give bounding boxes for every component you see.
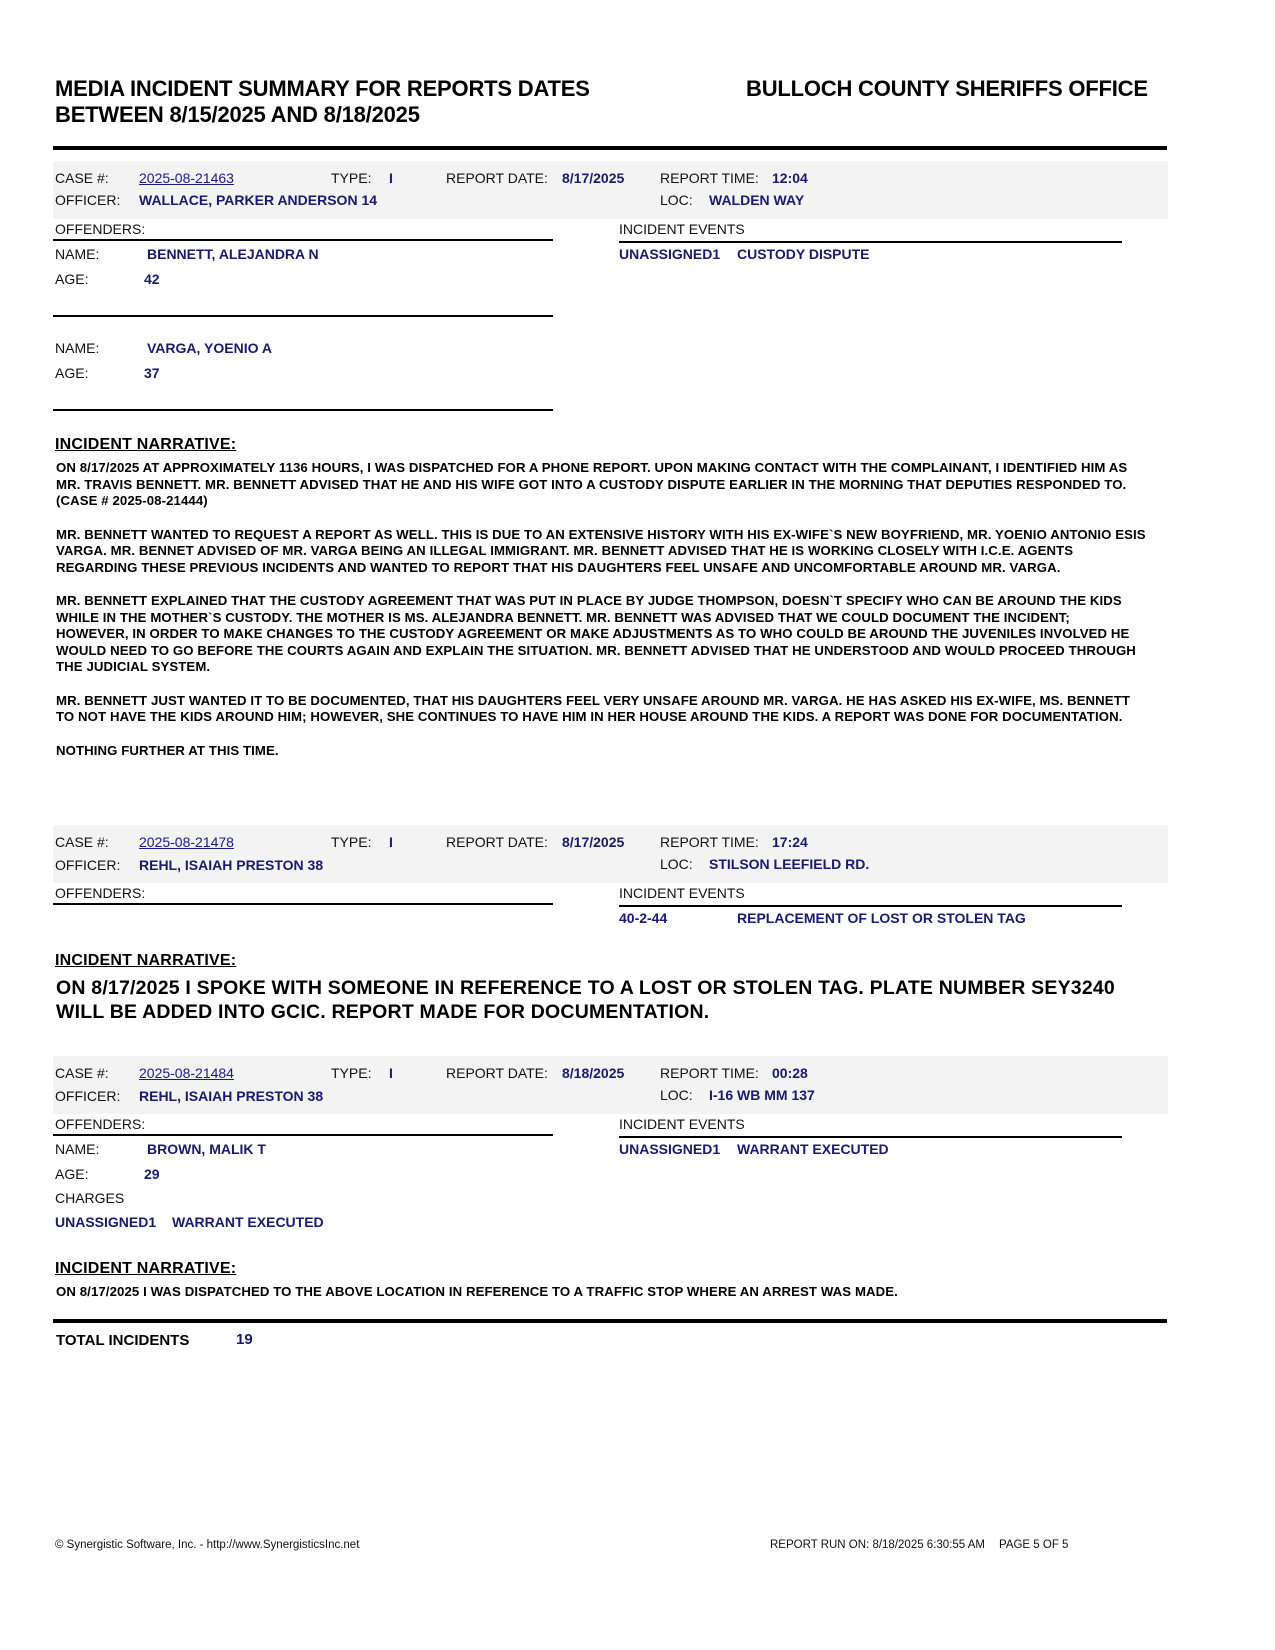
report-title xyxy=(55,76,590,128)
narrative-header: INCIDENT NARRATIVE: xyxy=(55,952,237,969)
footer-run-info xyxy=(770,1539,1082,1551)
type-label: TYPE: xyxy=(331,170,372,186)
event-code: 40-2-44 xyxy=(619,910,668,926)
report-time-label: REPORT TIME: xyxy=(660,834,759,850)
loc-label: LOC: xyxy=(660,856,693,872)
case-label: CASE #: xyxy=(55,834,109,850)
type-value: I xyxy=(389,834,393,850)
offenders-header: OFFENDERS: xyxy=(55,221,146,237)
events-divider xyxy=(619,905,1122,907)
officer-label: OFFICER: xyxy=(55,192,121,208)
events-divider xyxy=(619,241,1122,243)
offender-age: 29 xyxy=(144,1166,160,1182)
incident-narrative xyxy=(56,460,1146,776)
report-date-label: REPORT DATE: xyxy=(446,170,548,186)
footer-copyright: © Synergistic Software, Inc. - http://www.SynergisticsInc.net xyxy=(55,1539,360,1551)
type-value: I xyxy=(389,1065,393,1081)
offenders-divider xyxy=(53,903,553,905)
case-label: CASE #: xyxy=(55,170,109,186)
offender-divider xyxy=(53,409,553,411)
officer-label: OFFICER: xyxy=(55,857,121,873)
incident-events-header: INCIDENT EVENTS xyxy=(619,221,745,237)
narrative-header: INCIDENT NARRATIVE: xyxy=(55,1260,237,1277)
total-incidents-label: TOTAL INCIDENTS xyxy=(56,1332,190,1349)
loc-value: WALDEN WAY xyxy=(709,192,805,208)
offender-name: BROWN, MALIK T xyxy=(147,1141,266,1157)
offenders-header: OFFENDERS: xyxy=(55,1116,146,1132)
offender-age: 37 xyxy=(144,365,160,381)
charge-code: UNASSIGNED1 xyxy=(55,1214,157,1230)
loc-value: STILSON LEEFIELD RD. xyxy=(709,856,870,872)
narrative-paragraph: NOTHING FURTHER AT THIS TIME. xyxy=(56,742,279,758)
event-description: CUSTODY DISPUTE xyxy=(737,246,870,262)
report-date-label: REPORT DATE: xyxy=(446,834,548,850)
incident-events-header: INCIDENT EVENTS xyxy=(619,885,745,901)
events-divider xyxy=(619,1136,1122,1138)
loc-label: LOC: xyxy=(660,1087,693,1103)
type-label: TYPE: xyxy=(331,834,372,850)
offender-name: BENNETT, ALEJANDRA N xyxy=(147,246,319,262)
age-label: AGE: xyxy=(55,1166,89,1182)
report-date-value: 8/18/2025 xyxy=(562,1065,625,1081)
case-number-link[interactable]: 2025-08-21478 xyxy=(139,834,234,850)
narrative-paragraph: ON 8/17/2025 AT APPROXIMATELY 1136 HOURS, I WAS DISPATCHED FOR A PHONE REPORT. UPON MAKING CONTACT WITH THE COMPLAINANT, I IDENTIFIED HIM AS MR. TRAVIS BENNETT. MR. BENNETT ADVISED THAT HE AND HIS WIFE GOT INTO A CUSTODY DISPUTE EARLIER IN THE MORNING THAT DEPUTIES RESPONDED TO. (CASE # 2025-08-21444) xyxy=(56,460,1128,508)
incident-narrative: ON 8/17/2025 I SPOKE WITH SOMEONE IN REFERENCE TO A LOST OR STOLEN TAG. PLATE NUMBER SEY3240 WILL BE ADDED INTO GCIC. REPORT MADE FOR DOCUMENTATION. xyxy=(56,977,1115,1023)
total-incidents-value: 19 xyxy=(236,1331,253,1348)
header-divider xyxy=(53,146,1167,150)
report-date-label: REPORT DATE: xyxy=(446,1065,548,1081)
name-label: NAME: xyxy=(55,246,100,262)
narrative-paragraph: MR. BENNETT WANTED TO REQUEST A REPORT AS WELL. THIS IS DUE TO AN EXTENSIVE HISTORY WITH HIS EX-WIFE`S NEW BOYFRIEND, MR. YOENIO ANTONIO ESIS VARGA. MR. BENNET ADVISED OF MR. VARGA BEING AN ILLEGAL IMMIGRANT. MR. BENNETT ADVISED THAT HE IS WORKING CLOSELY WITH I.C.E. AGENTS REGARDING THESE PREVIOUS INCIDENTS AND WANTED TO REPORT THAT HIS DAUGHTERS FEEL UNSAFE AND UNCOMFORTABLE AROUND MR. VARGA. xyxy=(56,526,1146,575)
event-code: UNASSIGNED1 xyxy=(619,246,721,262)
report-date-value: 8/17/2025 xyxy=(562,834,625,850)
narrative-header: INCIDENT NARRATIVE: xyxy=(55,436,237,453)
offenders-divider xyxy=(53,239,553,241)
type-label: TYPE: xyxy=(331,1065,372,1081)
report-time-value: 12:04 xyxy=(772,170,808,186)
report-time-label: REPORT TIME: xyxy=(660,1065,759,1081)
type-value: I xyxy=(389,170,393,186)
narrative-paragraph: MR. BENNETT JUST WANTED IT TO BE DOCUMENTED, THAT HIS DAUGHTERS FEEL VERY UNSAFE AROUND MR. VARGA. HE HAS ASKED HIS EX-WIFE, MS. BENNETT TO NOT HAVE THE KIDS AROUND HIM; HOWEVER, SHE CONTINUES TO HAVE HIM IN HER HOUSE AROUND THE KIDS. A REPORT WAS DONE FOR DOCUMENTATION. xyxy=(56,692,1131,724)
report-time-label: REPORT TIME: xyxy=(660,170,759,186)
officer-value: REHL, ISAIAH PRESTON 38 xyxy=(139,1088,324,1104)
agency-name: BULLOCH COUNTY SHERIFFS OFFICE xyxy=(746,76,1148,101)
case-number-link[interactable]: 2025-08-21463 xyxy=(139,170,234,186)
officer-value: REHL, ISAIAH PRESTON 38 xyxy=(139,857,324,873)
officer-value: WALLACE, PARKER ANDERSON 14 xyxy=(139,192,378,208)
age-label: AGE: xyxy=(55,271,89,287)
officer-label: OFFICER: xyxy=(55,1088,121,1104)
offenders-divider xyxy=(53,1134,553,1136)
loc-label: LOC: xyxy=(660,192,693,208)
narrative-paragraph: MR. BENNETT EXPLAINED THAT THE CUSTODY AGREEMENT THAT WAS PUT IN PLACE BY JUDGE THOMPSON, DOESN`T SPECIFY WHO CAN BE AROUND THE KIDS WHILE IN THE MOTHER`S CUSTODY. THE MOTHER IS MS. ALEJANDRA BENNETT. MR. BENNETT WAS ADVISED THAT WE COULD DOCUMENT THE INCIDENT; HOWEVER, IN ORDER TO MAKE CHANGES TO THE CUSTODY AGREEMENT OR MAKE ADJUSTMENTS AS TO WHO COULD BE AROUND THE JUVENILES INVOLVED HE WOULD NEED TO GO BEFORE THE COURTS AGAIN AND EXPLAIN THE SITUATION. MR. BENNETT ADVISED THAT HE UNDERSTOOD AND WOULD PROCEED THROUGH THE JUDICIAL SYSTEM. xyxy=(56,593,1136,674)
offender-name: VARGA, YOENIO A xyxy=(147,340,272,356)
event-description: REPLACEMENT OF LOST OR STOLEN TAG xyxy=(737,910,1026,926)
event-description: WARRANT EXECUTED xyxy=(737,1141,889,1157)
case-label: CASE #: xyxy=(55,1065,109,1081)
offender-divider xyxy=(53,315,553,317)
incident-narrative: ON 8/17/2025 I WAS DISPATCHED TO THE ABOVE LOCATION IN REFERENCE TO A TRAFFIC STOP WHERE AN ARREST WAS MADE. xyxy=(56,1284,898,1299)
charge-description: WARRANT EXECUTED xyxy=(172,1214,324,1230)
report-time-value: 00:28 xyxy=(772,1065,808,1081)
offender-age: 42 xyxy=(144,271,160,287)
totals-divider xyxy=(53,1319,1167,1323)
case-number-link[interactable]: 2025-08-21484 xyxy=(139,1065,234,1081)
charges-label: CHARGES xyxy=(55,1190,125,1206)
incident-events-header: INCIDENT EVENTS xyxy=(619,1116,745,1132)
report-time-value: 17:24 xyxy=(772,834,808,850)
name-label: NAME: xyxy=(55,340,100,356)
loc-value: I-16 WB MM 137 xyxy=(709,1087,815,1103)
report-title-line1: MEDIA INCIDENT SUMMARY FOR REPORTS DATES xyxy=(55,76,590,101)
age-label: AGE: xyxy=(55,365,89,381)
offenders-header: OFFENDERS: xyxy=(55,885,146,901)
event-code: UNASSIGNED1 xyxy=(619,1141,721,1157)
report-date-value: 8/17/2025 xyxy=(562,170,625,186)
report-title-line2: BETWEEN 8/15/2025 AND 8/18/2025 xyxy=(55,102,420,127)
page-number: PAGE 5 OF 5 xyxy=(999,1539,1069,1551)
name-label: NAME: xyxy=(55,1141,100,1157)
report-run-timestamp: REPORT RUN ON: 8/18/2025 6:30:55 AM xyxy=(770,1539,985,1551)
